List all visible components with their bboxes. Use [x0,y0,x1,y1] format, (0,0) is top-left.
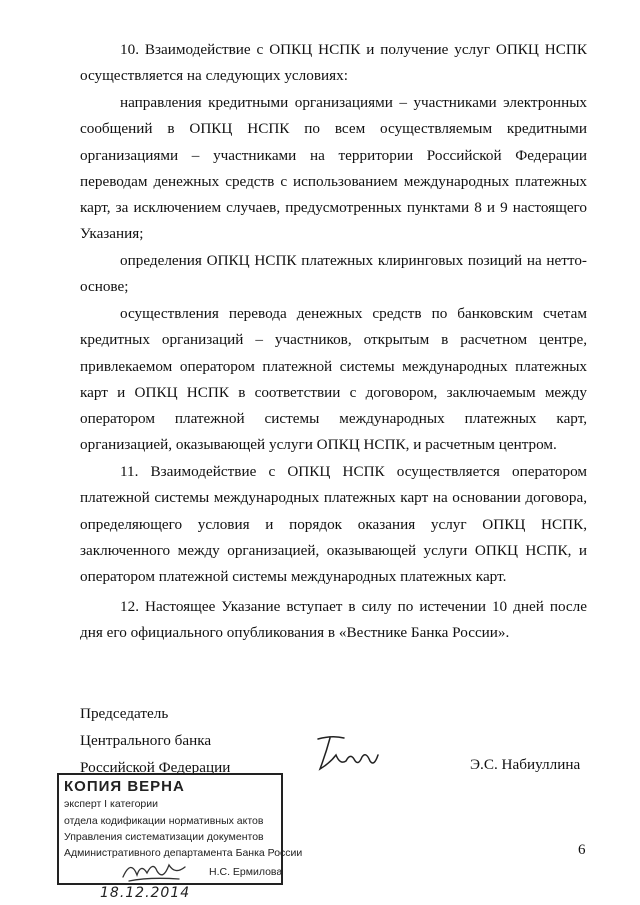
stamp-line-department: отдела кодификации нормативных актов [64,815,264,827]
stamp-signature [119,855,189,885]
handwritten-date: 18.12.2014 [100,885,191,901]
paragraph-11: 11. Взаимодействие с ОПКЦ НСПК осуществляется оператором платежной системы международных платежных карт на основании договора, определяющего условия и порядок оказания услуг ОПКЦ НСПК, заключенного между организацией, оказывающей услуги ОПКЦ НСПК, и оператором платежной системы международных платежных карт. [80,463,587,586]
paragraph-10: 10. Взаимодействие с ОПКЦ НСПК и получение услуг ОПКЦ НСПК осуществляется на следующих условиях: [80,41,587,85]
paragraph-10-condition-2: определения ОПКЦ НСПК платежных клиринговых позиций на нетто-основе; [80,252,587,296]
signatory-title-line1: Председатель [80,705,169,722]
signatory-title-line2: Центрального банка [80,732,212,749]
stamp-line-administration: Административного департамента Банка России [64,847,303,859]
paragraph-10-condition-3: осуществления перевода денежных средств по банковским счетам кредитных организаций – участников, открытым в расчетном центре, привлекаемом оператором платежной системы международных платежных карт и ОПКЦ НСПК в соответствии с договором, заключаемым между оператором платежной системы международных платежных карт, организацией, оказывающей услуги ОПКЦ НСПК, и расчетным центром. [80,305,587,454]
paragraph-10-condition-1: направления кредитными организациями – участниками электронных сообщений в ОПКЦ НСПК по всем осуществляемым кредитными организациями – участниками на территории Российской Федерации переводам денежных средств с использованием международных платежных карт, за исключением случаев, предусмотренных пунктами 8 и 9 настоящего Указания; [80,94,587,243]
page-number: 6 [578,842,586,858]
paragraph-12: 12. Настоящее Указание вступает в силу по истечении 10 дней после дня его официального опубликования в «Вестнике Банка России». [80,598,587,642]
stamp-line-division: Управления систематизации документов [64,831,264,843]
signatory-name: Э.С. Набиуллина [470,756,581,773]
stamp-title: КОПИЯ ВЕРНА [64,778,185,795]
handwritten-signature [310,733,382,775]
copy-certified-stamp [57,773,303,885]
stamp-line-position: эксперт I категории [64,798,158,810]
signatory-title-line3: Российской Федерации [80,759,231,776]
stamp-name: Н.С. Ермилова [209,866,283,878]
